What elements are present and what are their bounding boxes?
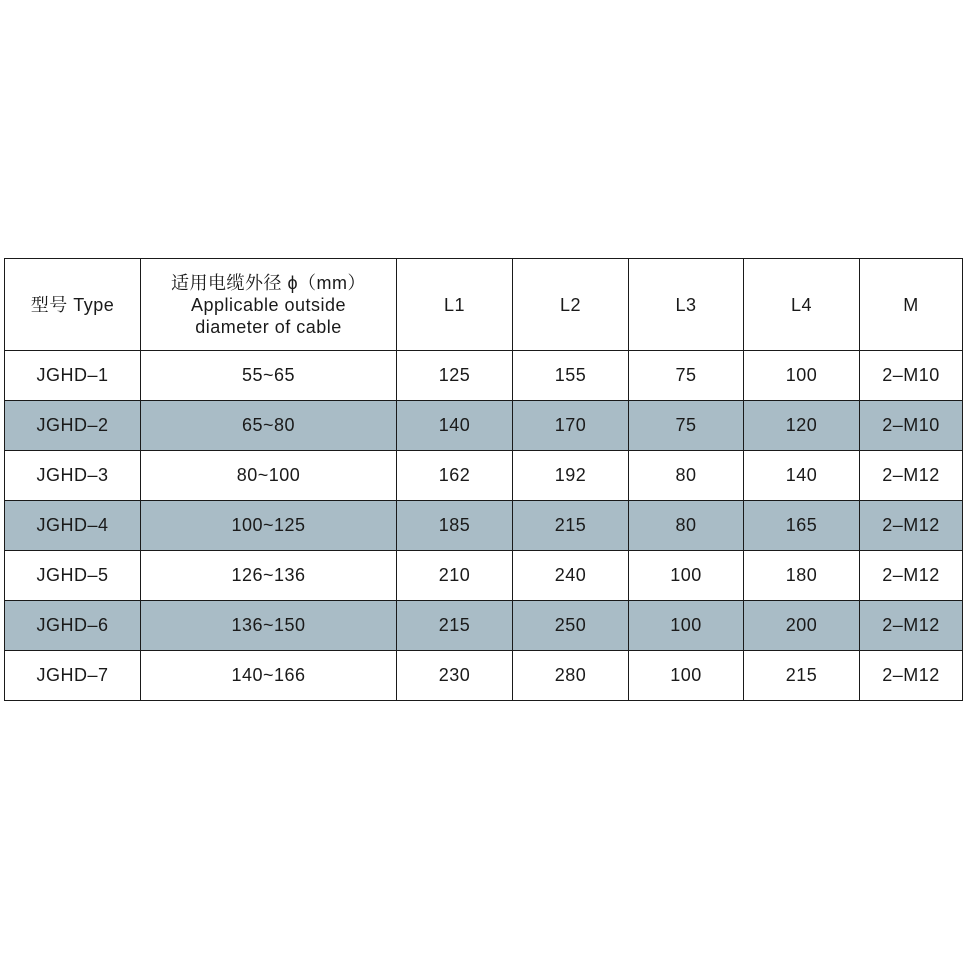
cell-l3: 80: [629, 501, 744, 551]
cell-l1: 185: [397, 501, 513, 551]
cell-l1: 215: [397, 601, 513, 651]
cell-l3: 100: [629, 551, 744, 601]
specification-table: [4, 258, 963, 701]
cell-m: 2–M12: [860, 551, 963, 601]
cell-l2: 280: [513, 651, 629, 701]
cell-l2: 215: [513, 501, 629, 551]
table-row: [5, 351, 963, 401]
cell-l3: 75: [629, 401, 744, 451]
header-diameter-en-line1: Applicable outside: [190, 294, 347, 315]
table-row: [5, 601, 963, 651]
cell-diameter: 140~166: [141, 651, 397, 701]
cell-type: JGHD–3: [5, 451, 141, 501]
table-row: [5, 501, 963, 551]
cell-diameter: 136~150: [141, 601, 397, 651]
header-l2: L2: [513, 259, 629, 351]
cell-diameter: 55~65: [141, 351, 397, 401]
cell-diameter: 80~100: [141, 451, 397, 501]
header-type: 型号 Type: [5, 259, 141, 351]
cell-l4: 180: [744, 551, 860, 601]
header-m: M: [860, 259, 963, 351]
table-row: [5, 551, 963, 601]
cell-diameter: 100~125: [141, 501, 397, 551]
cell-type: JGHD–2: [5, 401, 141, 451]
cell-l1: 125: [397, 351, 513, 401]
cell-m: 2–M12: [860, 651, 963, 701]
cell-m: 2–M10: [860, 401, 963, 451]
cell-diameter: 65~80: [141, 401, 397, 451]
cell-l2: 170: [513, 401, 629, 451]
cell-l3: 80: [629, 451, 744, 501]
table-header-row: [5, 259, 963, 351]
header-l1: L1: [397, 259, 513, 351]
cell-l3: 75: [629, 351, 744, 401]
cell-l1: 210: [397, 551, 513, 601]
cell-l1: 162: [397, 451, 513, 501]
cell-type: JGHD–7: [5, 651, 141, 701]
header-diameter-en-line2: diameter of cable: [195, 316, 342, 337]
cell-m: 2–M12: [860, 451, 963, 501]
table-row: [5, 451, 963, 501]
cell-m: 2–M10: [860, 351, 963, 401]
cell-l2: 250: [513, 601, 629, 651]
cell-l2: 155: [513, 351, 629, 401]
cell-l4: 200: [744, 601, 860, 651]
cell-m: 2–M12: [860, 601, 963, 651]
cell-m: 2–M12: [860, 501, 963, 551]
table-body: [5, 351, 963, 701]
cell-l2: 240: [513, 551, 629, 601]
header-diameter-cn: 适用电缆外径 ϕ（mm）: [170, 272, 367, 293]
cell-l2: 192: [513, 451, 629, 501]
cell-l1: 140: [397, 401, 513, 451]
cell-l4: 215: [744, 651, 860, 701]
header-l3: L3: [629, 259, 744, 351]
cell-l3: 100: [629, 601, 744, 651]
table-row: [5, 401, 963, 451]
header-l4: L4: [744, 259, 860, 351]
cell-type: JGHD–4: [5, 501, 141, 551]
cell-l4: 140: [744, 451, 860, 501]
cell-l3: 100: [629, 651, 744, 701]
cell-l4: 100: [744, 351, 860, 401]
cell-l4: 165: [744, 501, 860, 551]
cell-type: JGHD–1: [5, 351, 141, 401]
cell-l1: 230: [397, 651, 513, 701]
table-row: [5, 651, 963, 701]
cell-diameter: 126~136: [141, 551, 397, 601]
cell-type: JGHD–5: [5, 551, 141, 601]
header-diameter: [141, 259, 397, 351]
cell-type: JGHD–6: [5, 601, 141, 651]
cell-l4: 120: [744, 401, 860, 451]
